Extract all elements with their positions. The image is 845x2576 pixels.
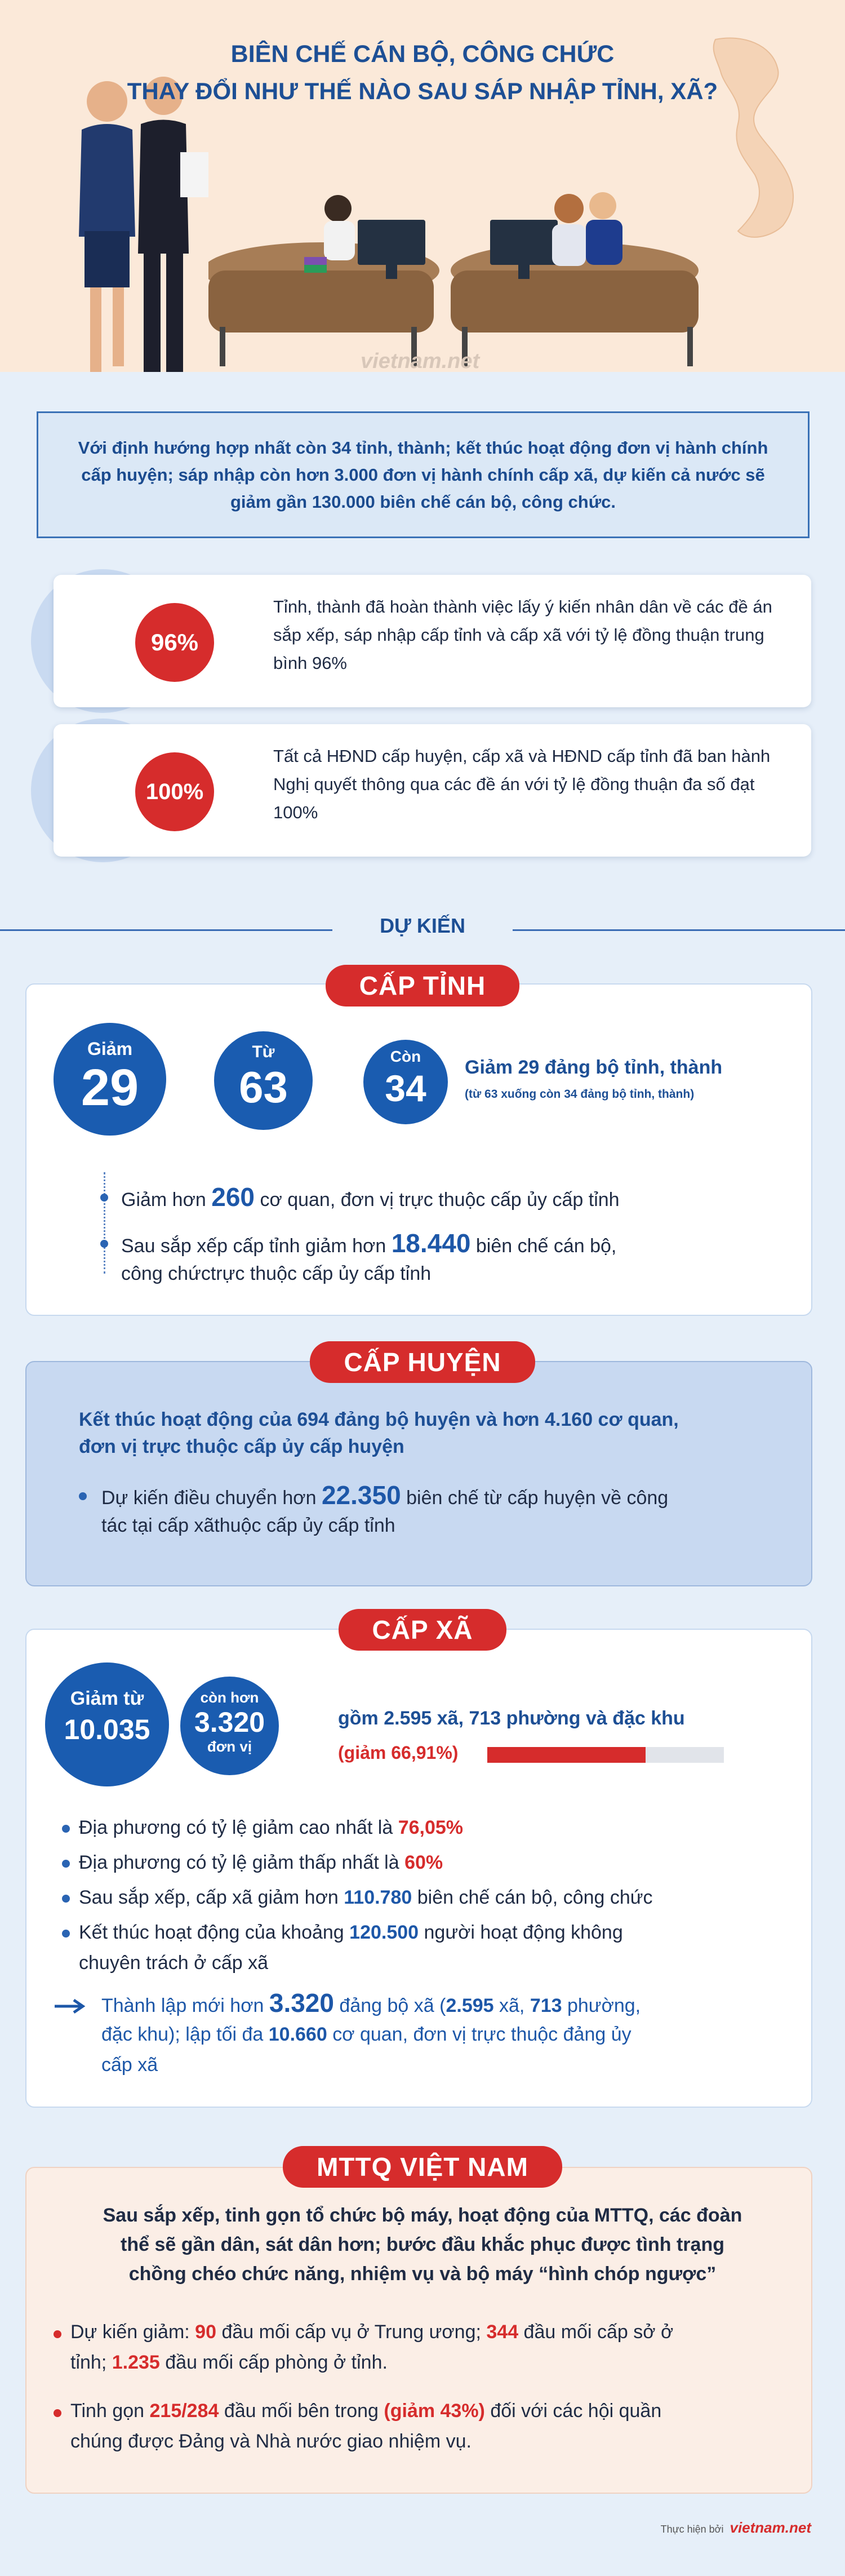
xa-arrow-line3: cấp xã	[101, 2054, 158, 2076]
mttq-intro	[0, 2201, 845, 2289]
xa-bullet-dot-4	[62, 1930, 70, 1937]
tinh-bullet-1	[121, 1182, 620, 1214]
tinh-b1-post: cơ quan, đơn vị trực thuộc cấp ủy cấp tỉnh	[255, 1189, 620, 1211]
xa-l1-pre: Địa phương có tỷ lệ giảm cao nhất là	[79, 1817, 398, 1838]
xa-arrow-n3: 10.660	[268, 2024, 327, 2045]
tinh-bullet-dot-2	[100, 1240, 108, 1248]
pill-cap-huyen	[0, 1341, 845, 1383]
mttq-b1-line2-pre: tỉnh;	[70, 2352, 112, 2373]
xa-circle-don-vi-label: đơn vị	[207, 1738, 252, 1755]
footer-credit	[661, 2519, 811, 2537]
panel-cap-huyen	[25, 1361, 812, 1586]
xa-l3-pre: Sau sắp xếp, cấp xã giảm hơn	[79, 1887, 344, 1908]
mttq-bullet-2-line2: chúng được Đảng và Nhà nước giao nhiệm vụ.	[70, 2431, 472, 2452]
mttq-b2-pre: Tinh gọn	[70, 2400, 150, 2422]
mttq-bullet-dot-1	[54, 2330, 61, 2338]
huyen-b-post: biên chế từ cấp huyện về công	[401, 1487, 669, 1509]
mttq-b1-line2-post: đầu mối cấp phòng ở tỉnh.	[159, 2352, 388, 2373]
xa-l2-num: 60%	[404, 1852, 443, 1873]
tinh-circle-tu-label: Từ	[252, 1043, 275, 1061]
mttq-b2-n1: 215/284	[149, 2400, 219, 2422]
hero-banner	[0, 0, 845, 372]
pill-cap-xa	[0, 1609, 845, 1651]
mttq-bullet-1	[70, 2317, 673, 2347]
huyen-bullet-dot	[79, 1492, 87, 1500]
tinh-b2-num: 18.440	[391, 1229, 471, 1258]
mttq-intro-line3: chồng chéo chức năng, nhiệm vụ và bộ máy “hình chóp ngược”	[128, 2263, 717, 2285]
xa-arrow-line2	[101, 2020, 631, 2049]
tinh-circle-con-value: 34	[385, 1067, 426, 1109]
mttq-bullet-1-line2	[70, 2348, 388, 2377]
mttq-bullet-2	[70, 2396, 661, 2426]
mttq-b2-n2: (giảm 43%)	[384, 2400, 485, 2422]
watermark-logo: vietnam.net	[361, 349, 480, 373]
xa-arrow-line1	[101, 1988, 641, 2020]
tinh-circle-giam	[54, 1023, 166, 1136]
mttq-b1-n1: 90	[195, 2321, 216, 2343]
huyen-bullet	[101, 1480, 668, 1513]
huyen-bullet-line2: tác tại cấp xãthuộc cấp ủy cấp tỉnh	[101, 1515, 395, 1536]
huyen-headline-2: đơn vị trực thuộc cấp ủy cấp huyện	[79, 1436, 404, 1457]
mttq-intro-line1: Sau sắp xếp, tinh gọn tổ chức bộ máy, hoạt động của MTTQ, các đoàn	[103, 2205, 742, 2226]
xa-circle-con-hon-value: 3.320	[194, 1706, 265, 1738]
page-title-line2: THAY ĐỔI NHƯ THẾ NÀO SAU SÁP NHẬP TỈNH, XÃ?	[127, 78, 718, 104]
huyen-headline-1: Kết thúc hoạt động của 694 đảng bộ huyện và hơn 4.160 cơ quan,	[79, 1409, 679, 1430]
tinh-b1-pre: Giảm hơn	[121, 1189, 212, 1211]
mttq-b1-pre: Dự kiến giảm:	[70, 2321, 195, 2343]
xa-l3-num: 110.780	[344, 1887, 412, 1908]
xa-bullet-dot-2	[62, 1860, 70, 1868]
business-people-illustration	[51, 68, 208, 383]
office-desks-illustration	[208, 186, 704, 372]
mttq-b2-t2: đối với các hội quần	[484, 2400, 662, 2422]
xa-arrow-line2-pre: đặc khu); lập tối đa	[101, 2024, 269, 2045]
footer-brand-logo: vietnam.net	[730, 2519, 811, 2536]
xa-circle-con-hon	[180, 1677, 279, 1775]
intro-box	[37, 411, 810, 538]
section-heading-du-kien: DỰ KIẾN	[380, 914, 465, 937]
xa-l4-post: người hoạt động không	[419, 1922, 623, 1943]
tinh-bullet-dot-1	[100, 1194, 108, 1201]
tinh-circle-tu	[214, 1031, 313, 1130]
xa-l1-num: 76,05%	[398, 1817, 464, 1838]
mttq-b1-t2: đầu mối cấp sở ở	[518, 2321, 674, 2343]
xa-arrow-pre: Thành lập mới hơn	[101, 1995, 269, 2016]
mttq-intro-line2: thể sẽ gần dân, sát dân hơn; bước đầu khắc phục được tình trạng	[121, 2234, 724, 2255]
stat2-text: Tất cả HĐND cấp huyện, cấp xã và HĐND cấp tỉnh đã ban hành Nghị quyết thông qua các đề án với tỷ lệ đồng thuận đa số đạt 100%	[273, 746, 771, 822]
stat2-percent-badge: 100%	[135, 752, 214, 831]
huyen-b-num: 22.350	[321, 1480, 401, 1510]
tinh-bullet-2-line2: công chứctrực thuộc cấp ủy cấp tỉnh	[121, 1263, 432, 1284]
xa-circle-giam-tu-label: Giảm từ	[70, 1688, 144, 1709]
xa-headline: gồm 2.595 xã, 713 phường và đặc khu	[338, 1708, 685, 1729]
xa-bullet-4	[79, 1918, 623, 1947]
xa-arrow-n1: 2.595	[446, 1995, 494, 2016]
xa-circle-con-hon-label: còn hơn	[200, 1689, 259, 1706]
tinh-bullet-2	[121, 1229, 616, 1261]
xa-bullet-4-line2: chuyên trách ở cấp xã	[79, 1952, 269, 1974]
xa-arrow-line2-post: cơ quan, đơn vị trực thuộc đảng ủy	[327, 2024, 631, 2045]
stat1-text: Tỉnh, thành đã hoàn thành việc lấy ý kiến nhân dân về các đề án sắp xếp, sáp nhập cấp tỉnh và cấp xã với tỷ lệ đồng thuận trung bình 96%	[273, 597, 772, 673]
xa-circle-giam-tu	[45, 1662, 169, 1786]
xa-bullet-1	[79, 1813, 463, 1842]
xa-arrow-num: 3.320	[269, 1988, 334, 2018]
intro-text: Với định hướng hợp nhất còn 34 tỉnh, thành; kết thúc hoạt động đơn vị hành chính cấp huyện; sáp nhập còn hơn 3.000 đơn vị hành chính cấp xã, dự kiến cả nước sẽ giảm gần 130.000 biên chế cán bộ, công chức.	[78, 437, 768, 512]
xa-arrow-t1: xã,	[493, 1995, 530, 2016]
pill-mttq-label: MTTQ VIỆT NAM	[283, 2146, 562, 2188]
stat1-percent-badge: 96%	[135, 603, 214, 682]
pill-mttq	[0, 2146, 845, 2188]
xa-arrow-t2: phường,	[562, 1995, 641, 2016]
xa-arrow-n2: 713	[530, 1995, 562, 2016]
pill-cap-tinh-label: CẤP TỈNH	[326, 965, 519, 1007]
tinh-b1-num: 260	[211, 1182, 255, 1212]
tinh-circle-tu-value: 63	[239, 1062, 288, 1112]
mttq-bullet-dot-2	[54, 2409, 61, 2417]
page-title-line1: BIÊN CHẾ CÁN BỘ, CÔNG CHỨC	[230, 41, 615, 68]
xa-l4-pre: Kết thúc hoạt động của khoảng	[79, 1922, 350, 1943]
tinh-circle-giam-value: 29	[81, 1059, 139, 1116]
tinh-b2-post: biên chế cán bộ,	[470, 1235, 617, 1257]
xa-bullet-3	[79, 1883, 653, 1912]
mttq-b1-n2: 344	[486, 2321, 519, 2343]
tinh-b2-pre: Sau sắp xếp cấp tỉnh giảm hơn	[121, 1235, 392, 1257]
tinh-circle-giam-label: Giảm	[87, 1039, 133, 1059]
tinh-circle-con	[363, 1040, 448, 1124]
xa-l2-pre: Địa phương có tỷ lệ giảm thấp nhất là	[79, 1852, 405, 1873]
pill-cap-tinh	[0, 965, 845, 1007]
xa-bullet-dot-1	[62, 1825, 70, 1833]
mttq-b1-line2-num: 1.235	[112, 2352, 160, 2373]
tinh-headline: Giảm 29 đảng bộ tỉnh, thành	[465, 1057, 723, 1078]
xa-reduction-bar-fill	[487, 1747, 646, 1763]
xa-l4-num: 120.500	[349, 1922, 419, 1943]
footer-label: Thực hiện bởi	[660, 2524, 724, 2535]
pill-cap-xa-label: CẤP XÃ	[339, 1609, 507, 1651]
xa-bullet-2	[79, 1848, 443, 1877]
tinh-circle-con-label: Còn	[390, 1048, 421, 1065]
xa-bullet-dot-3	[62, 1895, 70, 1903]
arrow-right-icon	[54, 1998, 87, 2015]
xa-arrow-mid: đảng bộ xã (	[333, 1995, 446, 2016]
mttq-b1-t1: đầu mối cấp vụ ở Trung ương;	[216, 2321, 487, 2343]
xa-l3-post: biên chế cán bộ, công chức	[412, 1887, 653, 1908]
xa-circle-giam-tu-value: 10.035	[64, 1714, 150, 1745]
mttq-b2-t1: đầu mối bên trong	[219, 2400, 384, 2422]
xa-reduction-label: (giảm 66,91%)	[338, 1743, 459, 1763]
tinh-dotted-line	[104, 1172, 105, 1274]
pill-cap-huyen-label: CẤP HUYỆN	[310, 1341, 535, 1383]
huyen-b-pre: Dự kiến điều chuyển hơn	[101, 1487, 322, 1509]
xa-reduction-bar-track	[487, 1747, 724, 1763]
tinh-subheadline: (từ 63 xuống còn 34 đảng bộ tỉnh, thành)	[465, 1088, 695, 1101]
